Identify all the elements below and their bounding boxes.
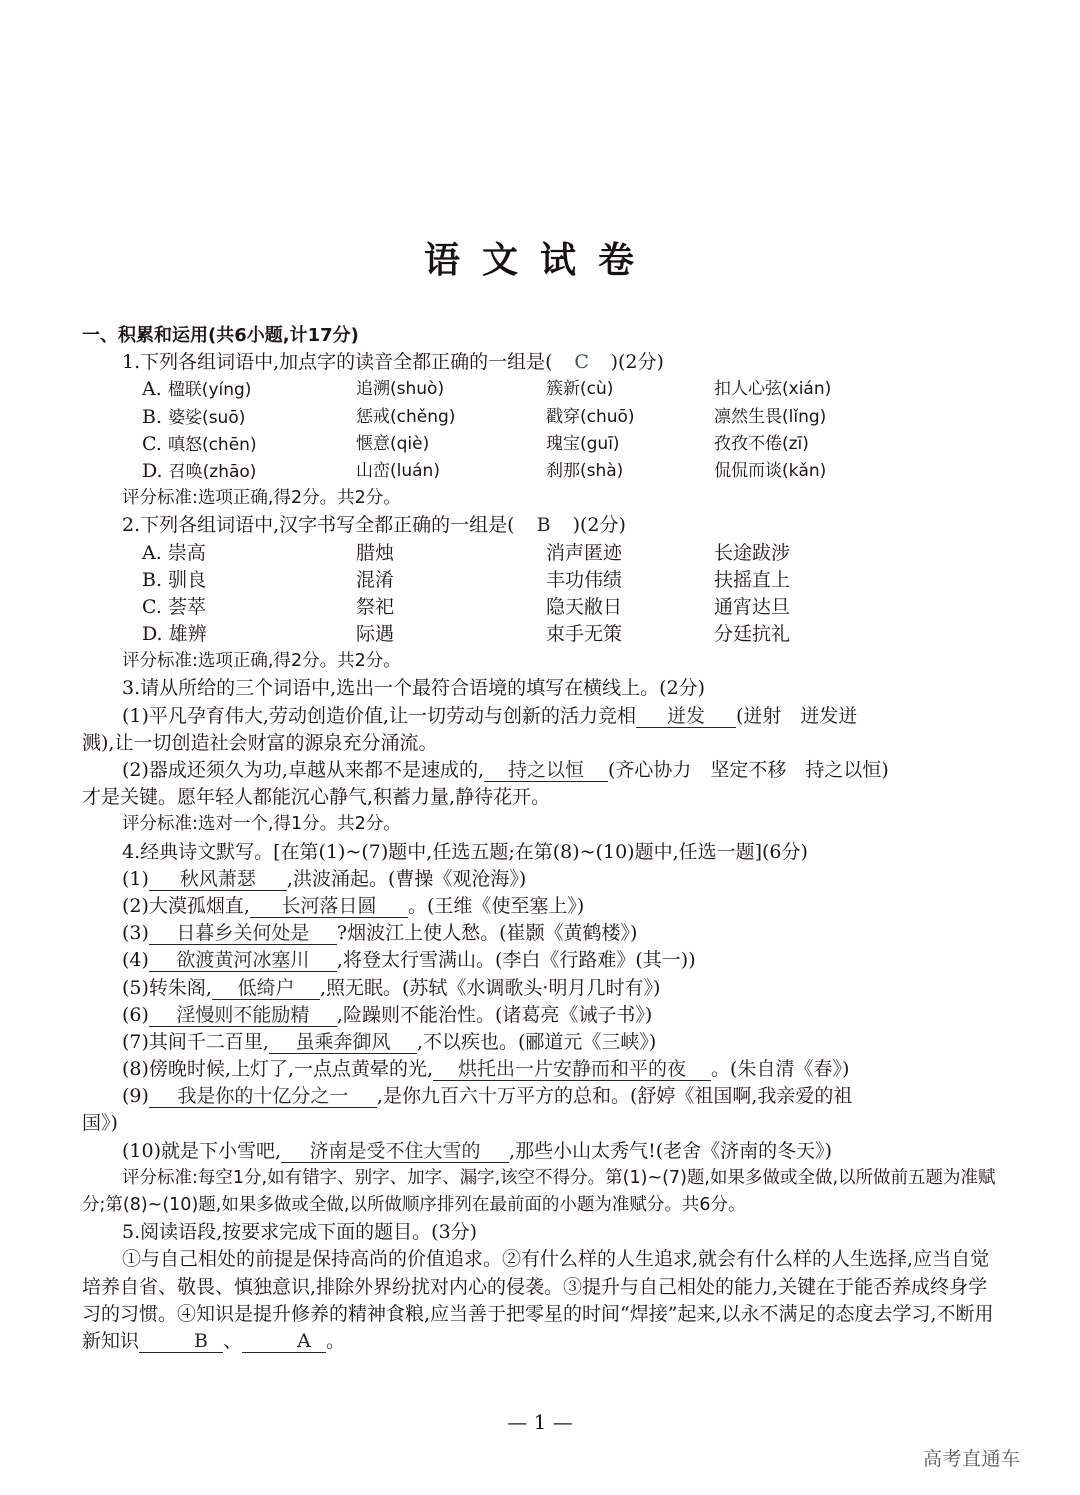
item-pre: (4) [122,949,149,972]
watermark-text: 高考直通车 [923,1448,1021,1470]
q4-item-4 [82,947,1002,974]
q2-grading: 评分标准:选项正确,得2分。共2分。 [122,651,401,672]
q1-stem-text: 1.下列各组词语中,加点字的读音全都正确的一组是( [122,351,553,374]
option-item: 束手无策 [546,623,623,646]
q4-item-2 [82,893,1002,920]
q4-stem: 4.经典诗文默写。[在第(1)~(7)题中,任选五题;在第(8)~(10)题中,任选一题](6分) [122,840,808,863]
q2-answer: B [536,514,551,537]
q4-item-9 [82,1083,1002,1110]
option-item: 丰功伟绩 [546,568,623,591]
option-item: 瑰宝(guī) [546,433,620,454]
q3-sentence-2-cont: 才是关键。愿年轻人都能沉心静气,积蓄力量,静待花开。 [82,786,551,809]
q4-item-6 [82,1002,1002,1029]
item-pre: (5)转朱阁, [122,976,212,999]
option-item: 分廷抗礼 [714,623,791,646]
option-item: 祭祀 [356,595,395,618]
option-item: 追溯(shuò) [356,379,445,400]
option-item: 戳穿(chuō) [546,406,635,427]
item-post: ,将登太行雪满山。(李白《行路难》(其一)) [336,949,696,972]
item-pre: (7)其间千二百里, [122,1030,269,1053]
option-label: D. [142,623,163,646]
item-answer: 济南是受不住大雪的 [281,1140,509,1163]
item-post: ,险躁则不能治性。(诸葛亮《诫子书》) [336,1003,653,1026]
item-answer: 低绮户 [212,977,320,1000]
option-item: 隐天敝日 [546,595,623,618]
option-label: B. [142,405,163,428]
option-item: 扶摇直上 [714,568,791,591]
exam-page [82,322,1002,1355]
q2-option-d [82,621,1002,648]
q3-s2-answer: 持之以恒 [484,759,608,782]
item-pre: (8)傍晚时候,上灯了,一点点黄晕的光, [122,1058,434,1081]
q4-item-10 [82,1138,1002,1165]
option-item: 楹联(yíng) [167,380,252,401]
page-title: 语文试卷 [423,240,656,281]
option-item: 通宵达旦 [714,595,791,618]
item-post: ,那些小山太秀气!(老舍《济南的冬天》) [509,1139,833,1162]
option-item: 腊烛 [356,541,395,564]
q4-item-8 [82,1056,1002,1083]
q4-item-3 [82,920,1002,947]
item-post: ,照无眠。(苏轼《水调歌头·明月几时有》) [319,976,661,999]
q1-stem [82,349,1002,376]
q5-end: 。 [326,1330,346,1353]
option-item: 混淆 [356,568,395,591]
option-label: A. [142,541,162,564]
option-item: 长途跋涉 [714,541,791,564]
q5-answer-2: A [242,1330,326,1353]
option-item: 召唤(zhāo) [168,461,257,482]
item-post: 。(朱自清《春》) [711,1058,850,1081]
q3-s2-choices: (齐心协力 坚定不移 持之以恒) [608,759,889,781]
q3-s1-answer: 迸发 [636,705,736,728]
option-item: 婆娑(suō) [168,407,246,428]
option-item: 嗔怒(chēn) [167,434,257,455]
item-answer: 长河落日圆 [250,895,408,918]
q2-points: )(2分) [572,514,626,537]
q5-stem: 5.阅读语段,按要求完成下面的题目。(3分) [122,1221,478,1244]
q2-option-c [82,594,1002,621]
item-pre: (3) [122,922,149,945]
item-post: ,不以疾也。(郦道元《三峡》) [416,1030,657,1053]
option-item: 簇新(cù) [546,379,614,400]
option-item: 消声匿迹 [546,541,623,564]
option-item: 崇高 [167,541,206,564]
q2-stem-text: 2.下列各组词语中,汉字书写全都正确的一组是( [122,514,515,537]
option-item: 山峦(luán) [356,460,440,481]
q3-sentence-2 [82,757,1002,784]
q1-option-c [82,431,1002,458]
option-item: 惬意(qiè) [356,433,430,454]
item-answer: 我是你的十亿分之一 [149,1085,377,1108]
q4-item-9-cont: 国》) [82,1112,118,1135]
q5-passage [82,1246,1002,1355]
option-label: A. [142,378,162,401]
option-item: 雄辨 [168,623,207,646]
q1-option-b [82,404,1002,431]
item-answer: 日暮乡关何处是 [149,922,337,945]
item-post: 。(王维《使至塞上》) [407,894,585,917]
q3-sentence-1-cont: 溅),让一切创造社会财富的源泉充分涌流。 [82,731,438,754]
q3-s1-choices: (迸射 迸发迸 [736,704,858,727]
q3-grading: 评分标准:选对一个,得1分。共2分。 [122,814,401,835]
item-pre: (6) [122,1003,149,1026]
option-item: 驯良 [168,568,207,591]
item-pre: (2)大漠孤烟直, [122,894,250,917]
option-label: D. [142,459,163,482]
item-pre: (1) [122,867,149,890]
option-item: 孜孜不倦(zī) [714,433,809,454]
option-label: C. [142,595,162,618]
option-label: C. [142,432,162,455]
item-post: ,洪波涌起。(曹操《观沧海》) [286,867,527,890]
q1-grading: 评分标准:选项正确,得2分。共2分。 [122,488,401,509]
option-item: 荟萃 [167,595,206,618]
item-answer: 虽乘奔御风 [269,1031,417,1054]
q4-grading: 评分标准:每空1分,如有错字、别字、加字、漏字,该空不得分。第(1)~(7)题,如果多做或全做,以所做前五题为准赋分;第(8)~(10)题,如果多做或全做,以所做顺序排列在最前面的小题为准赋分。共6分。 [82,1167,996,1216]
q4-item-7 [82,1029,1002,1056]
q1-option-a [82,376,1002,403]
q1-points: )(2分) [610,351,664,374]
item-pre: (10)就是下小雪吧, [122,1139,282,1162]
item-answer: 烘托出一片安静而和平的夜 [433,1058,711,1081]
q4-item-1 [82,866,1002,893]
q3-sentence-1 [82,703,1002,730]
item-pre: (9) [122,1085,149,1108]
q3-stem: 3.请从所给的三个词语中,选出一个最符合语境的填写在横线上。(2分) [122,677,706,700]
item-answer: 欲渡黄河冰塞川 [149,949,337,972]
option-label: B. [142,568,163,591]
option-item: 惩戒(chěng) [356,406,456,427]
q4-item-5 [82,975,1002,1002]
q1-answer: C [574,351,589,374]
option-item: 际遇 [356,623,395,646]
item-post: ,是你九百六十万平方的总和。(舒婷《祖国啊,我亲爱的祖 [376,1085,853,1108]
q3-s2-text: (2)器成还须久为功,卓越从来都不是速成的, [122,759,484,781]
q5-passage-text: ①与自己相处的前提是保持高尚的价值追求。②有什么样的人生追求,就会有什么样的人生选择,应当自觉培养自省、敬畏、慎独意识,排除外界纷扰对内心的侵袭。③提升与自己相处的能力,关键在于能否养成终身学习的习惯。④知识是提升修养的精神食粮,应当善于把零星的时间“焊接”起来,以永不满足的态度去学习,不断用新知识 [82,1248,994,1353]
q2-stem [82,512,1002,539]
section-heading: 一、积累和运用(共6小题,计17分) [82,325,359,346]
page-number: — 1 — [507,1410,573,1434]
item-answer: 秋风萧瑟 [149,868,287,891]
option-item: 凛然生畏(lǐng) [714,406,827,427]
q2-option-b [82,567,1002,594]
q5-answer-1: B [139,1330,223,1353]
q3-s1-text: (1)平凡孕育伟大,劳动创造价值,让一切劳动与创新的活力竞相 [122,704,636,727]
q1-option-d [82,458,1002,485]
item-answer: 淫慢则不能励精 [149,1004,337,1027]
option-item: 扣人心弦(xián) [714,379,832,400]
q2-option-a [82,540,1002,567]
option-item: 刹那(shà) [546,460,624,481]
item-post: ?烟波江上使人愁。(崔颢《黄鹤楼》) [336,922,638,945]
q5-separator: 、 [223,1330,243,1353]
option-item: 侃侃而谈(kǎn) [714,460,827,481]
